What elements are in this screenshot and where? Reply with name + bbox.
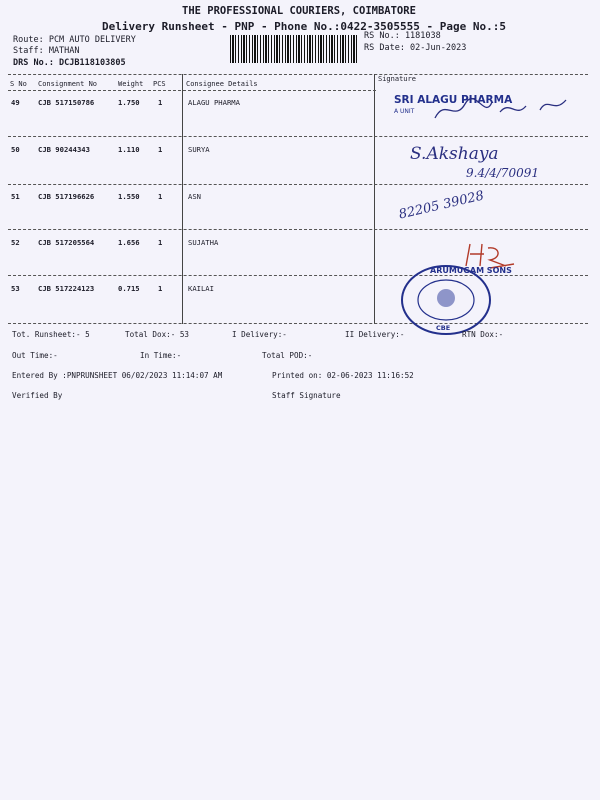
stamp-text: ARUMUGAM SONS [430,266,512,275]
row-pcs: 1 [158,284,163,293]
row-consignment: CJB 90244343 [38,145,90,154]
runsheet-title: Delivery Runsheet - PNP - Phone No.:0422-3505555 - Page No.:5 [102,20,506,33]
column-divider [182,74,183,324]
verified-by: Verified By [12,391,63,400]
handwritten-signature [430,92,570,128]
row-pcs: 1 [158,238,163,247]
drs-number: DRS No.: DCJB118103805 [13,58,126,68]
row-weight: 1.110 [118,145,140,154]
barcode-image [230,35,358,63]
col-header-signature: Signature [378,75,416,83]
stamp-subtext: A UNIT [394,108,415,115]
row-divider [8,229,588,230]
row-consignment: CJB 517224123 [38,284,95,293]
row-weight: 1.750 [118,98,140,107]
printed-on: Printed on: 02-06-2023 11:16:52 [272,371,414,380]
company-title: THE PROFESSIONAL COURIERS, COIMBATORE [182,5,416,17]
row-consignment: CJB 517205564 [38,238,95,247]
entered-by: Entered By :PNPRUNSHEET 06/02/2023 11:14:07 AM [12,371,223,380]
row-consignee: SURYA [188,145,210,154]
col-header-consignment: Consignment No [38,80,98,88]
column-divider [374,74,375,324]
tot-runsheet: Tot. Runsheet:- 5 [12,330,90,339]
col-header-weight: Weight [118,80,144,88]
row-consignment: CJB 517196626 [38,192,95,201]
row-weight: 1.656 [118,238,140,247]
out-time: Out Time:- [12,351,58,360]
signature-number: 82205 39028 [397,188,486,223]
col-header-pcs: PCS [153,80,166,88]
table-top-divider [8,74,588,75]
route-label: Route: PCM AUTO DELIVERY [13,35,136,45]
row-sno: 49 [11,98,20,107]
row-divider [8,136,588,137]
row-sno: 50 [11,145,20,154]
signature-akshaya: S.Akshaya [410,144,499,164]
row-pcs: 1 [158,192,163,201]
i-delivery: I Delivery:- [232,330,287,339]
row-sno: 53 [11,284,20,293]
row-sno: 51 [11,192,20,201]
staff-label: Staff: MATHAN [13,46,80,56]
row-sno: 52 [11,238,20,247]
ii-delivery: II Delivery:- [345,330,405,339]
row-divider [8,275,588,276]
row-weight: 1.550 [118,192,140,201]
in-time: In Time:- [140,351,182,360]
row-consignment: CJB 517150786 [38,98,95,107]
row-consignee: SUJATHA [188,238,219,247]
staff-signature: Staff Signature [272,391,341,400]
row-weight: 0.715 [118,284,140,293]
col-header-sno: S No [10,80,27,88]
row-consignee: ASN [188,192,201,201]
alagu-pharma-stamp: SRI ALAGU PHARMA [394,94,513,106]
header-divider [8,90,376,91]
total-dox: Total Dox:- 53 [125,330,190,339]
row-divider [8,184,588,185]
row-consignee: KAILAI [188,284,214,293]
stamp-subtext: CBE [436,324,451,332]
total-pod: Total POD:- [262,351,313,360]
row-pcs: 1 [158,98,163,107]
rs-date: RS Date: 02-Jun-2023 [364,43,467,53]
col-header-consignee: Consignee Details [186,80,258,88]
row-pcs: 1 [158,145,163,154]
rtn-dox: RTN Dox:- [462,330,504,339]
rs-number: RS No.: 1181038 [364,31,441,41]
row-consignee: ALAGU PHARMA [188,98,240,107]
table-bottom-divider [8,323,588,324]
signature-phone: 9.4/4/70091 [466,166,539,180]
